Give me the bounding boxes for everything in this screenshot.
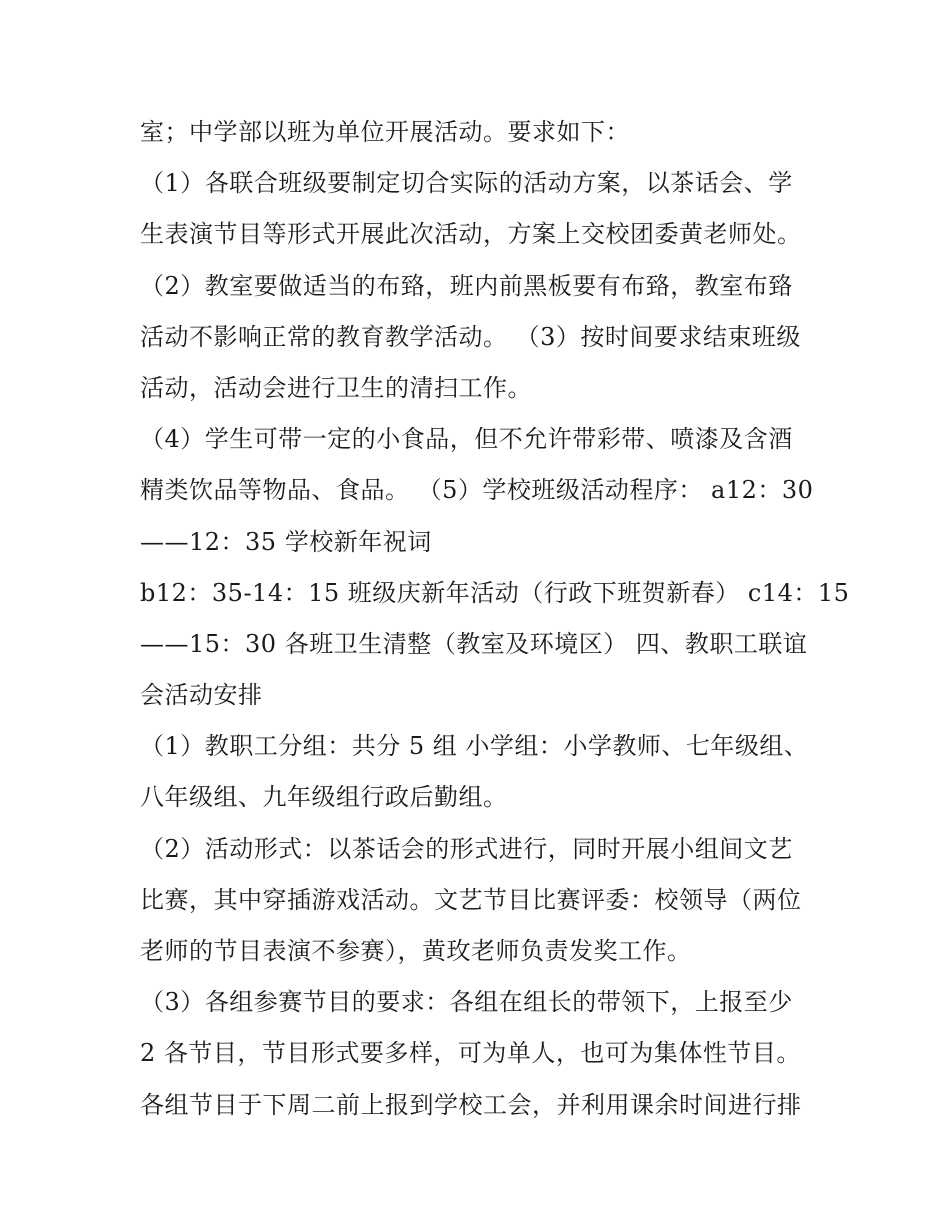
text-line: 活动不影响正常的教育教学活动。 （3）按时间要求结束班级 (140, 322, 801, 351)
text-line: （1）各联合班级要制定切合实际的活动方案，以茶话会、学 (140, 169, 793, 198)
text-line: 生表演节目等形式开展此次活动，方案上交校团委黄老师处。 (140, 220, 802, 249)
text-line: （3）各组参赛节目的要求：各组在组长的带领下，上报至少 (140, 988, 793, 1017)
text-line: 活动，活动会进行卫生的清扫工作。 (140, 373, 532, 402)
text-line: 老师的节目表演不参赛），黄玫老师负责发奖工作。 (140, 937, 692, 965)
text-line: （2）教室要做适当的布臵，班内前黑板要有布臵，教室布臵 (140, 271, 793, 300)
text-line: 室；中学部以班为单位开展活动。要求如下： (140, 118, 630, 146)
text-line: ——12：35 学校新年祝词 (140, 527, 432, 556)
text-line: 2 各节目，节目形式要多样，可为单人，也可为集体性节目。 (140, 1039, 801, 1068)
text-line: 各组节目于下周二前上报到学校工会，并利用课余时间进行排 (140, 1090, 802, 1119)
text-line: ——15：30 各班卫生清整（教室及环境区） 四、教职工联谊 (140, 629, 808, 658)
text-line: 精类饮品等物品、食品。 （5）学校班级活动程序： a12：30 (140, 476, 814, 505)
text-line: b12：35-14：15 班级庆新年活动（行政下班贺新春） c14：15 (140, 578, 850, 607)
text-line: 会活动安排 (140, 681, 263, 710)
text-line: 比赛，其中穿插游戏活动。文艺节目比赛评委：校领导（两位 (140, 885, 802, 914)
text-line: （2）活动形式：以茶话会的形式进行，同时开展小组间文艺 (140, 834, 793, 863)
text-line: （4）学生可带一定的小食品，但不允许带彩带、喷漆及含酒 (140, 425, 793, 454)
text-line: 八年级组、九年级组行政后勤组。 (140, 783, 508, 812)
document-body (140, 107, 850, 1131)
text-line: （1）教职工分组：共分 5 组 小学组：小学教师、七年级组、 (140, 732, 809, 761)
